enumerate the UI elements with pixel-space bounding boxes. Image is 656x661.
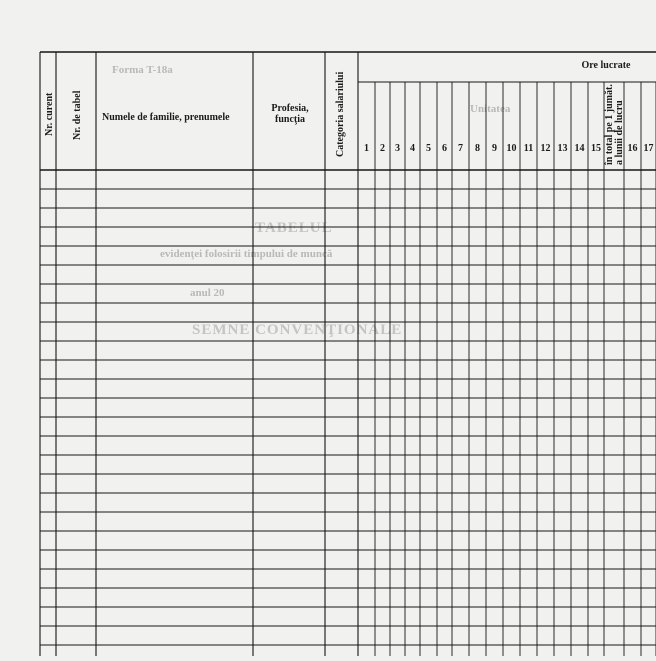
day-number-label: 11: [523, 143, 534, 154]
day-number-label: 1: [364, 143, 369, 154]
header-nr-curent: Nr. curent: [44, 92, 55, 136]
header-ore-lucrate: Ore lucrate: [581, 60, 631, 71]
day-number-label: 13: [557, 143, 568, 154]
bleed-through-text: [112, 64, 511, 338]
ghost-subtitle: evidenţei folosirii timpului de muncă: [160, 248, 333, 260]
day-number-label: 7: [458, 143, 463, 154]
day-number-label: 2: [380, 143, 385, 154]
day-number-label: 9: [492, 143, 497, 154]
ghost-semne: SEMNE CONVENŢIONALE: [192, 322, 403, 338]
ghost-forma: Forma T-18a: [112, 64, 173, 76]
header-profesia: Profesia,: [271, 103, 309, 114]
header-nr-tabel: Nr. de tabel: [72, 90, 83, 140]
ghost-unitatea: Unitatea: [470, 103, 511, 115]
header-in-total-2: a lunii de lucru: [614, 100, 625, 165]
header-categoria: Categoria salariului: [335, 71, 346, 157]
day-number-label: 6: [442, 143, 447, 154]
day-number-label: 17: [643, 143, 654, 154]
day-number-label: 8: [475, 143, 480, 154]
day-number-label: 3: [395, 143, 400, 154]
day-number-label: 16: [627, 143, 638, 154]
ghost-tabelul: TABELUL: [255, 220, 333, 236]
day-number-label: 12: [540, 143, 551, 154]
header-in-total-1: în total pe 1 jumăt.: [604, 84, 615, 165]
header-functia: funcţia: [275, 114, 305, 125]
ghost-anul: anul 20: [190, 287, 225, 299]
day-number-label: 14: [574, 143, 585, 154]
day-number-label: 10: [506, 143, 517, 154]
day-number-label: 15: [591, 143, 601, 154]
day-number-label: 4: [410, 143, 415, 154]
day-number-label: 5: [426, 143, 431, 154]
header-nume: Numele de familie, prenumele: [102, 112, 230, 123]
